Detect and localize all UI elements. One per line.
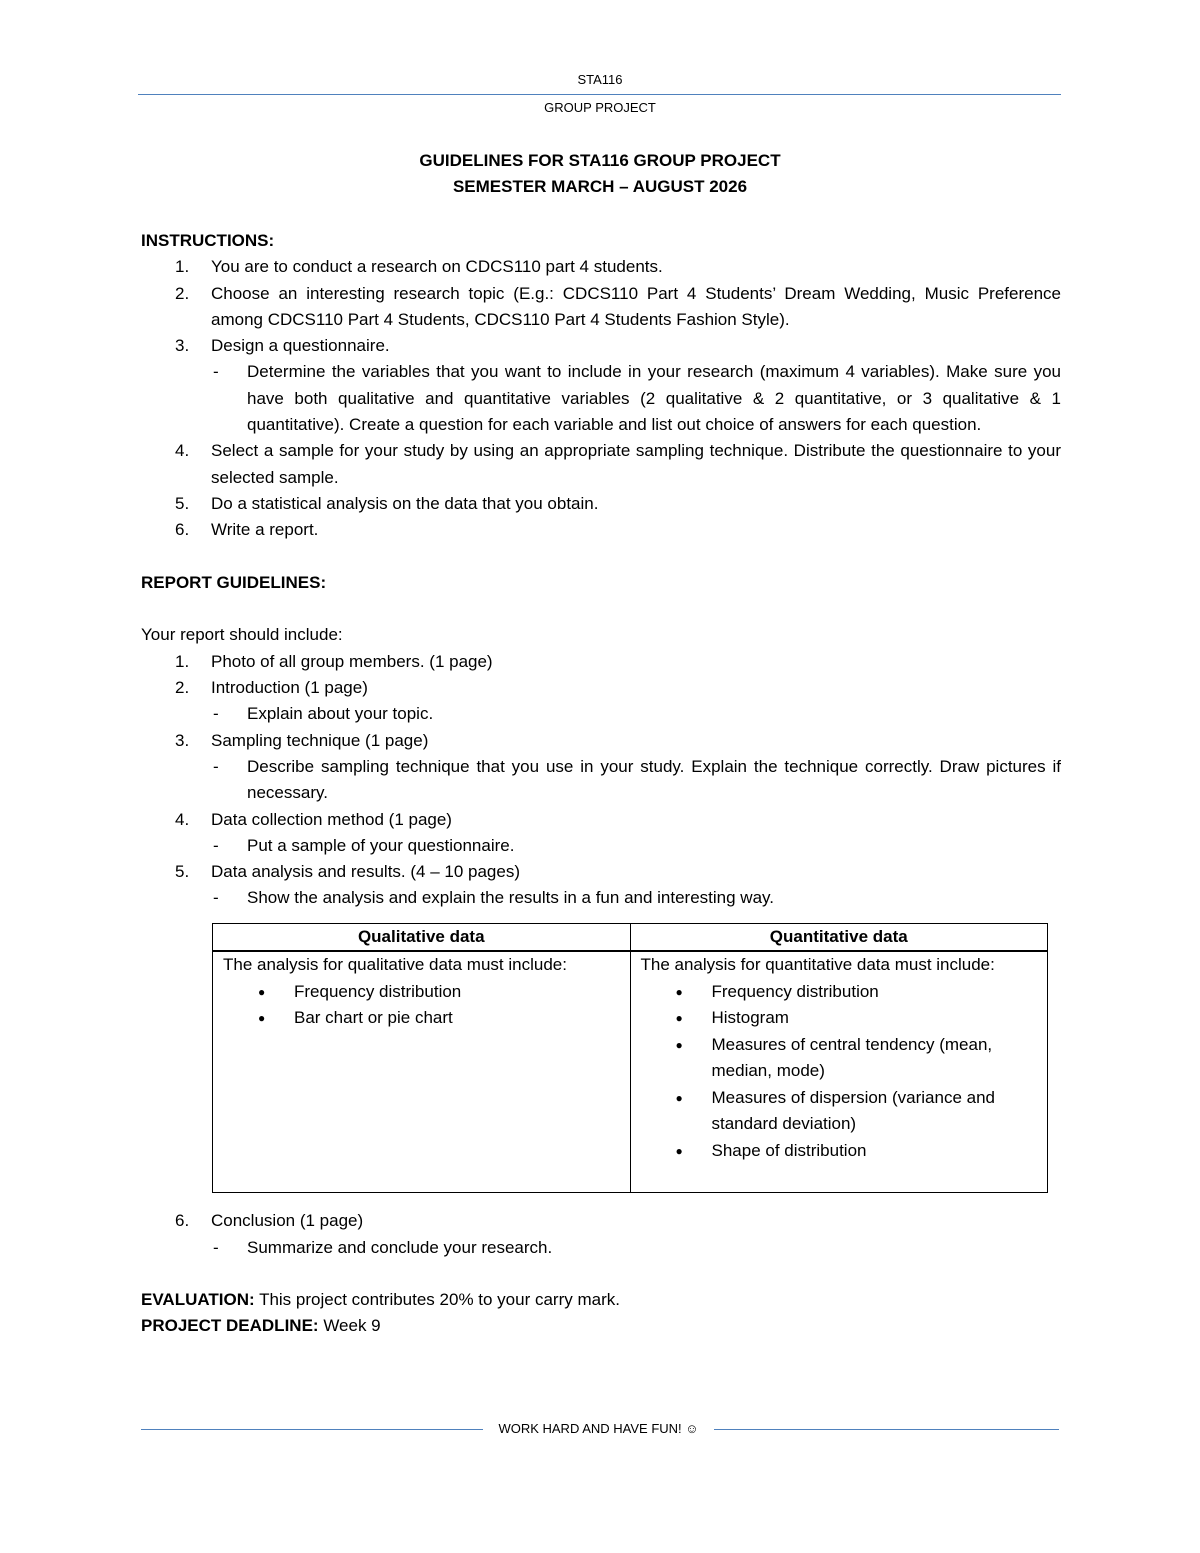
evaluation-line (141, 1287, 1061, 1313)
item-text: Do a statistical analysis on the data that you obtain. (211, 493, 599, 513)
item-text: Introduction (1 page) (211, 678, 368, 698)
footer (0, 1421, 1200, 1441)
dash-marker: - (213, 756, 219, 776)
sub-item-text: Summarize and conclude your research. (247, 1237, 553, 1257)
instruction-item (141, 517, 1061, 543)
item-number: 6. (175, 1211, 190, 1231)
header-course-code: STA116 (577, 72, 623, 87)
title-line-1: GUIDELINES FOR STA116 GROUP PROJECT (419, 151, 781, 170)
dash-marker: - (213, 704, 219, 724)
header-qualitative: Qualitative data (213, 923, 631, 951)
qualitative-intro: The analysis for qualitative data must include: (223, 955, 567, 975)
quantitative-cell (630, 951, 1048, 1193)
sub-item-text: Show the analysis and explain the results in a fun and interesting way. (247, 888, 774, 908)
instruction-item (141, 491, 1061, 517)
report-list (141, 649, 1061, 912)
bullet-item: ● Measures of central tendency (mean, median, mode) (641, 1032, 1038, 1085)
document-title (0, 148, 1200, 200)
item-number: 1. (175, 651, 190, 671)
deadline-label: PROJECT DEADLINE: (141, 1316, 319, 1336)
title-line-2: SEMESTER MARCH – AUGUST 2026 (452, 177, 748, 196)
dash-marker: - (213, 1237, 219, 1257)
instruction-item (141, 333, 1061, 438)
dash-marker: - (213, 362, 219, 382)
sub-item (141, 701, 1061, 727)
report-item (141, 807, 1061, 860)
report-heading: REPORT GUIDELINES: (141, 572, 327, 592)
sub-list (211, 885, 1061, 911)
instruction-item (141, 254, 1061, 280)
report-item (141, 728, 1061, 807)
item-number: 2. (175, 283, 190, 303)
instruction-item (141, 438, 1061, 491)
instruction-item (141, 281, 1061, 334)
sub-item (141, 1235, 1061, 1261)
item-text: Select a sample for your study by using an appropriate sampling technique. Distribute the questionnaire to your selected sample. (211, 441, 1061, 487)
item-text: Data collection method (1 page) (211, 809, 452, 829)
header-subtitle: GROUP PROJECT (544, 100, 656, 115)
bullet-item: ● Shape of distribution (641, 1138, 1038, 1165)
sub-list (211, 754, 1061, 807)
item-number: 1. (175, 257, 190, 277)
item-number: 5. (175, 493, 190, 513)
footer-rule-right (714, 1429, 1059, 1430)
sub-item-text: Explain about your topic. (247, 704, 434, 724)
report-intro: Your report should include: (141, 625, 343, 645)
sub-list (211, 359, 1061, 438)
dash-marker: - (213, 835, 219, 855)
item-number: 2. (175, 678, 190, 698)
evaluation-text: This project contributes 20% to your carry mark. (259, 1290, 620, 1310)
item-text: You are to conduct a research on CDCS110 part 4 students. (211, 257, 663, 277)
sub-item (141, 754, 1061, 807)
sub-item-text: Describe sampling technique that you use in your study. Explain the technique correctly. Draw pictures if necessary. (247, 756, 1061, 803)
header-rule (138, 94, 1061, 95)
item-number: 5. (175, 862, 190, 882)
dash-marker: - (213, 888, 219, 908)
item-text: Data analysis and results. (4 – 10 pages) (211, 862, 521, 882)
item-text: Write a report. (211, 520, 319, 540)
item-text: Photo of all group members. (1 page) (211, 651, 493, 671)
bullet-item: ● Histogram (641, 1005, 1038, 1032)
bullet-item: ● Bar chart or pie chart (223, 1005, 620, 1032)
sub-list (211, 701, 1061, 727)
deadline-text: Week 9 (323, 1316, 381, 1336)
sub-item (141, 833, 1061, 859)
report-list-continued (141, 1208, 1061, 1261)
item-number: 3. (175, 336, 190, 356)
instructions-heading: INSTRUCTIONS: (141, 231, 275, 250)
header-quantitative: Quantitative data (630, 923, 1048, 951)
item-text: Conclusion (1 page) (211, 1211, 364, 1231)
sub-list (211, 1235, 1061, 1261)
sub-item (141, 885, 1061, 911)
quantitative-bullets (641, 979, 1038, 1165)
item-number: 6. (175, 520, 190, 540)
sub-list (211, 833, 1061, 859)
sub-item-text: Determine the variables that you want to include in your research (maximum 4 variables). Make sure you have both qualitative and quantitative variables (2 qualitative & 2 quantitative, or 3 qualitative & 1 quantitative). Create a question for each variable and list out choice of answers for each question. (247, 362, 1061, 435)
table-header-row (213, 923, 1048, 951)
qualitative-bullets (223, 979, 620, 1032)
table-row (213, 951, 1048, 1193)
sub-item (141, 359, 1061, 438)
report-item (141, 675, 1061, 728)
item-text: Choose an interesting research topic (E.g.: CDCS110 Part 4 Students’ Dream Wedding, Music Preference among CDCS110 Part 4 Students, CDCS110 Part 4 Students Fashion Style). (211, 283, 1061, 329)
bullet-item: ● Measures of dispersion (variance and standard deviation) (641, 1085, 1038, 1138)
item-number: 4. (175, 441, 190, 461)
evaluation-label: EVALUATION: (141, 1290, 255, 1310)
bullet-item: ● Frequency distribution (223, 979, 620, 1006)
analysis-table (212, 923, 1048, 1194)
report-item (141, 649, 1061, 675)
deadline-line (141, 1313, 1061, 1339)
sub-item-text: Put a sample of your questionnaire. (247, 835, 515, 855)
item-number: 4. (175, 809, 190, 829)
item-text: Design a questionnaire. (211, 336, 390, 356)
footer-rule-left (141, 1429, 483, 1430)
item-text: Sampling technique (1 page) (211, 730, 429, 750)
bullet-item: ● Frequency distribution (641, 979, 1038, 1006)
document-body (141, 228, 1061, 1340)
qualitative-cell (213, 951, 631, 1193)
item-number: 3. (175, 730, 190, 750)
report-item (141, 859, 1061, 912)
quantitative-intro: The analysis for quantitative data must include: (640, 955, 995, 975)
instructions-list (141, 254, 1061, 543)
footer-text: WORK HARD AND HAVE FUN! ☺ (498, 1421, 699, 1436)
report-item (141, 1208, 1061, 1261)
